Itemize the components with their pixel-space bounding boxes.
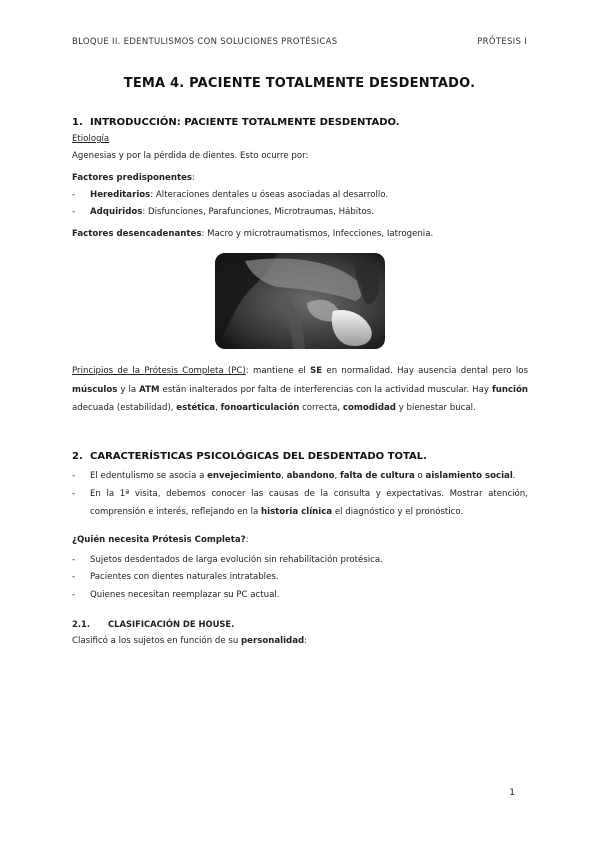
house-paragraph: Clasificó a los sujetos en función de su personalidad:	[72, 636, 308, 646]
header-left: BLOQUE II. EDENTULISMOS CON SOLUCIONES PROTÉSICAS	[72, 37, 338, 47]
section-2-1-heading	[72, 618, 528, 631]
list-item: - Adquiridos: Disfunciones, Parafunciones, Microtraumas, Hábitos.	[72, 206, 528, 219]
document-title: TEMA 4. PACIENTE TOTALMENTE DESDENTADO.	[123, 76, 476, 91]
list-item: - Hereditarios: Alteraciones dentales u óseas asociadas al desarrollo.	[72, 189, 528, 202]
psicologia-list	[72, 467, 528, 521]
principios-paragraph: Principios de la Prótesis Completa (PC): mantiene el SE en normalidad. Hay ausencia dental pero los músculos y la ATM están inalterados por falta de interferencias con la actividad muscular. Hay función adecuada (estabilidad), estética, fonoarticulación correcta, comodidad y bienestar bucal.	[72, 366, 529, 413]
section-2-heading	[72, 450, 528, 463]
xray-figure	[215, 253, 385, 349]
header-right: PRÓTESIS I	[477, 37, 527, 47]
page-number: 1	[509, 788, 515, 798]
quien-heading: ¿Quién necesita Prótesis Completa?:	[72, 534, 249, 545]
list-item: - En la 1ª visita, debemos conocer las causas de la consulta y expectativas. Mostrar atención, comprensión e interés, reflejando en la historia clínica el diagnóstico y el pronóstico.	[72, 485, 528, 521]
lateral-xray-image	[215, 253, 385, 349]
etiologia-label: Etiología	[72, 134, 110, 144]
section-title: CLASIFICACIÓN DE HOUSE.	[108, 619, 235, 629]
section-number: 2.	[72, 450, 83, 462]
section-title: INTRODUCCIÓN: PACIENTE TOTALMENTE DESDENTADO.	[90, 117, 400, 128]
etiologia-text: Agenesias y por la pérdida de dientes. Esto ocurre por:	[72, 151, 309, 161]
document-body	[72, 116, 528, 648]
list-item: - Sujetos desdentados de larga evolución sin rehabilitación protésica.	[72, 552, 528, 570]
section-1-heading	[72, 116, 528, 129]
section-number: 2.1.	[72, 619, 91, 629]
list-item: - Pacientes con dientes naturales intratables.	[72, 569, 528, 587]
desencadenantes-paragraph: Factores desencadenantes: Macro y microtraumatismos, Infecciones, Iatrogenia.	[72, 229, 434, 239]
section-title: CARACTERÍSTICAS PSICOLÓGICAS DEL DESDENTADO TOTAL.	[90, 450, 427, 462]
quien-list	[72, 552, 528, 605]
list-item: - El edentulismo se asocia a envejecimiento, abandono, falta de cultura o aislamiento social.	[72, 467, 528, 485]
predisponentes-list	[72, 189, 528, 219]
list-item: - Quienes necesitan reemplazar su PC actual.	[72, 587, 528, 605]
predisponentes-heading: Factores predisponentes:	[72, 173, 195, 183]
section-number: 1.	[72, 117, 83, 128]
